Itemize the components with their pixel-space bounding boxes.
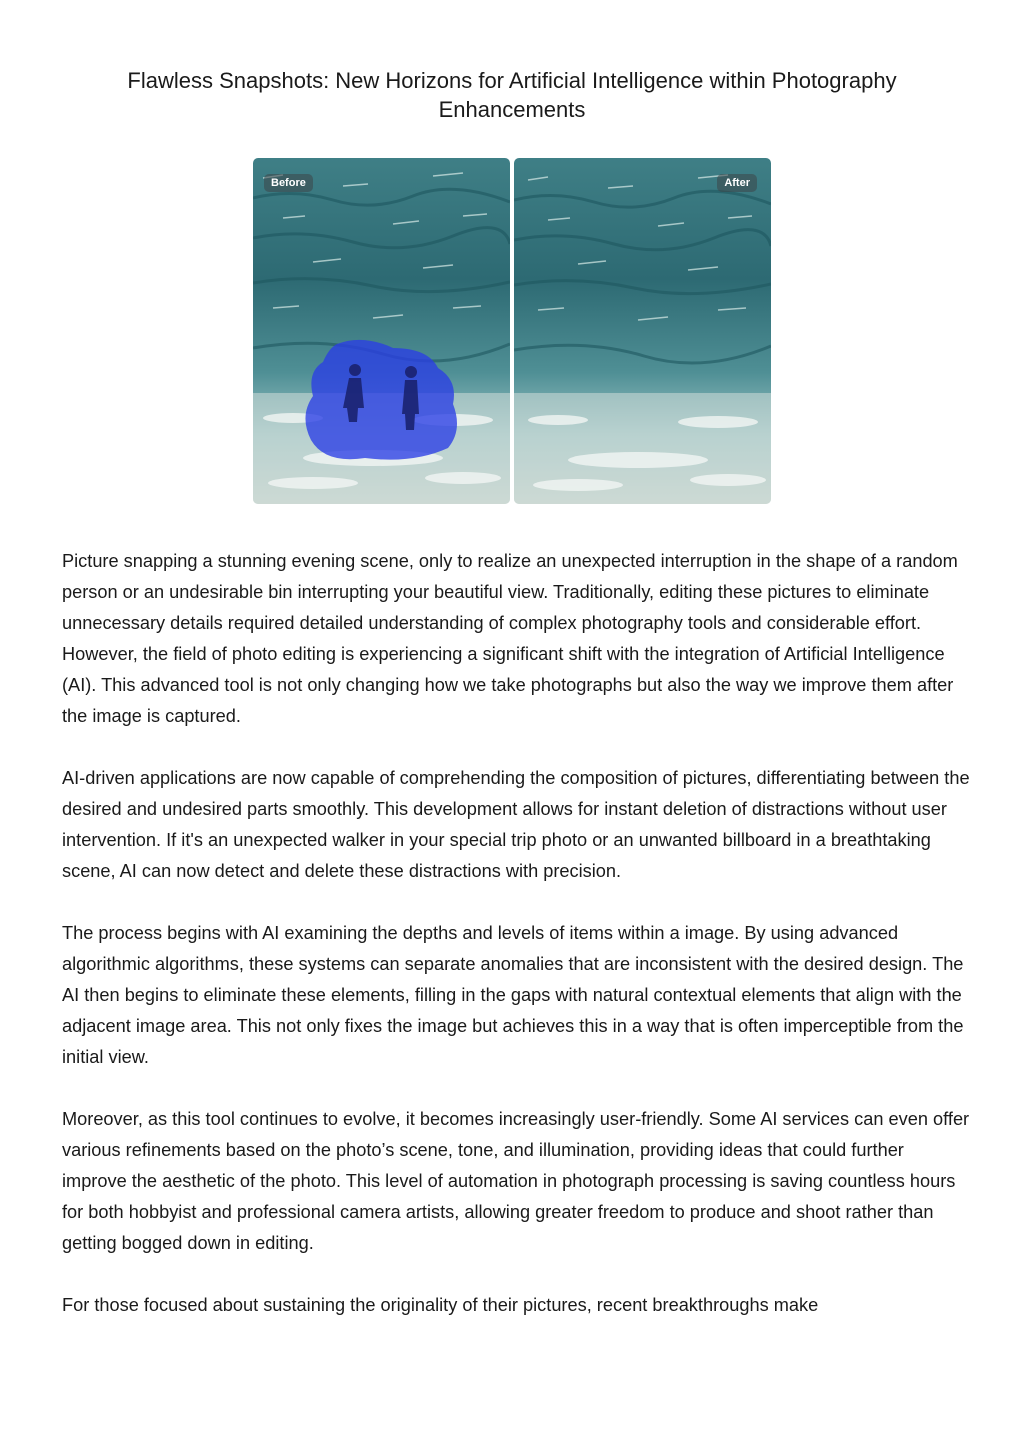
after-photo [514, 158, 771, 504]
before-photo [253, 158, 510, 504]
before-label: Before [264, 174, 313, 192]
after-sea-image [514, 158, 771, 504]
paragraph-4: Moreover, as this tool continues to evolve, it becomes increasingly user-friendly. Some AI services can even offer various refinements based on the photo’s scene, tone, and illumination, providing ideas that could further improve the aesthetic of the photo. This level of automation in photograph processing is saving countless hours for both hobbyist and professional camera artists, allowing greater freedom to produce and shoot rather than getting bogged down in editing. [62, 1109, 970, 1253]
paragraph-3: The process begins with AI examining the depths and levels of items within a image. By using advanced algorithmic algorithms, these systems can separate anomalies that are inconsistent with the desired design. The AI then begins to eliminate these elements, filling in the gaps with natural contextual elements that align with the adjacent image area. This not only fixes the image but achieves this in a way that is often imperceptible from the initial view. [62, 923, 964, 1067]
paragraph-5: For those focused about sustaining the originality of their pictures, recent breakthroughs make [62, 1295, 819, 1315]
paragraph-1: Picture snapping a stunning evening scene, only to realize an unexpected interruption in the shape of a random person or an undesirable bin interrupting your beautiful view. Traditionally, editing these pictures to eliminate unnecessary details required detailed understanding of complex photography tools and considerable effort. However, the field of photo editing is experiencing a significant shift with the integration of Artificial Intelligence (AI). This advanced tool is not only changing how we take photographs but also the way we improve them after the image is captured. [62, 551, 958, 726]
before-sea-image [253, 158, 510, 504]
page-title: Flawless Snapshots: New Horizons for Artificial Intelligence within Photography Enhancements [127, 68, 897, 122]
paragraph-2: AI-driven applications are now capable of comprehending the composition of pictures, differentiating between the desired and undesired parts smoothly. This development allows for instant deletion of distractions without user intervention. If it's an unexpected walker in your special trip photo or an unwanted billboard in a breathtaking scene, AI can now detect and delete these distractions with precision. [62, 768, 970, 881]
before-after-figure [253, 158, 771, 504]
article-body [62, 546, 972, 1352]
after-label: After [717, 174, 757, 192]
